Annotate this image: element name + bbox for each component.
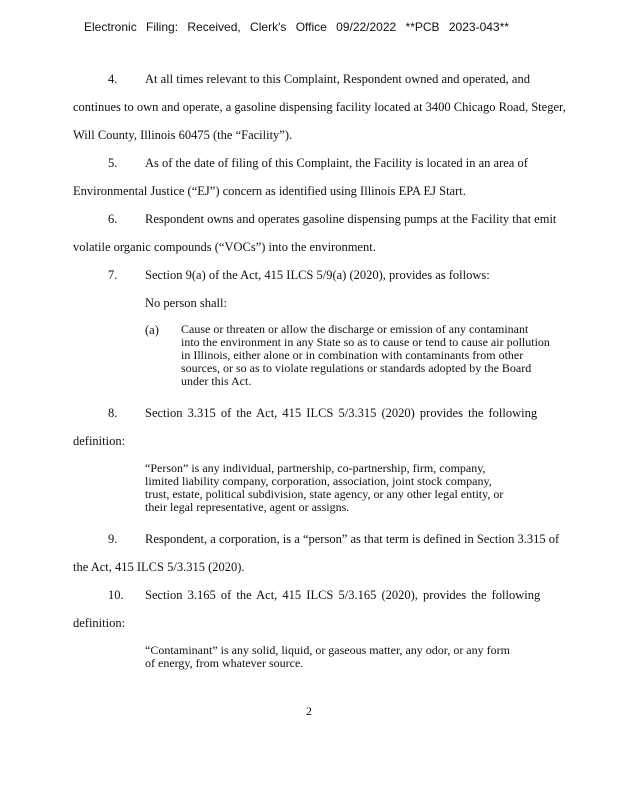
person-definition-quote: “Person” is any individual, partnership, co-partnership, firm, company, limited liability company, corporation, association, joint stock company, trust, estate, political subdivision, state agency, or any other legal entity, or their legal representative, agent or assigns. xyxy=(145,461,504,514)
contaminant-definition-quote: “Contaminant” is any solid, liquid, or gaseous matter, any odor, or any form of energy, from whatever source. xyxy=(145,643,510,670)
paragraph-number: 7. xyxy=(108,268,118,282)
paragraph-6-line-2: volatile organic compounds (“VOCs”) into the environment. xyxy=(73,240,376,254)
paragraph-4-line-3: Will County, Illinois 60475 (the “Facility”). xyxy=(73,128,293,142)
paragraph-7-intro: No person shall: xyxy=(145,296,227,310)
paragraph-10-line-1: Section 3.165 of the Act, 415 ILCS 5/3.165 (2020), provides the following xyxy=(145,588,541,602)
paragraph-5-line-2: Environmental Justice (“EJ”) concern as identified using Illinois EPA EJ Start. xyxy=(73,184,466,198)
paragraph-6-line-1: Respondent owns and operates gasoline dispensing pumps at the Facility that emit xyxy=(145,212,557,226)
page-number: 2 xyxy=(306,704,312,718)
paragraph-number: 8. xyxy=(108,406,118,420)
paragraph-10-line-2: definition: xyxy=(73,616,126,630)
paragraph-4-line-1: At all times relevant to this Complaint, Respondent owned and operated, and xyxy=(145,72,530,86)
filing-stamp-header: Electronic Filing: Received, Clerk's Office 09/22/2022 **PCB 2023-043** xyxy=(84,20,509,34)
paragraph-7-item-text: Cause or threaten or allow the discharge or emission of any contaminant into the environment in any State so as to cause or tend to cause air pollution in Illinois, either alone or in combination with contaminants from other sources, or so as to violate regulations or standards adopted by the Board under this Act. xyxy=(181,322,550,388)
paragraph-9-line-2: the Act, 415 ILCS 5/3.315 (2020). xyxy=(73,560,245,574)
paragraph-4-line-2: continues to own and operate, a gasoline dispensing facility located at 3400 Chicago Road, Steger, xyxy=(73,100,566,114)
paragraph-7-item-label: (a) xyxy=(145,323,159,337)
paragraph-number: 10. xyxy=(108,588,124,602)
paragraph-number: 6. xyxy=(108,212,118,226)
paragraph-7-line-1: Section 9(a) of the Act, 415 ILCS 5/9(a) (2020), provides as follows: xyxy=(145,268,490,282)
paragraph-8-line-2: definition: xyxy=(73,434,126,448)
paragraph-number: 5. xyxy=(108,156,118,170)
paragraph-number: 9. xyxy=(108,532,118,546)
paragraph-9-line-1: Respondent, a corporation, is a “person” as that term is defined in Section 3.315 of xyxy=(145,532,560,546)
paragraph-5-line-1: As of the date of filing of this Complaint, the Facility is located in an area of xyxy=(145,156,528,170)
paragraph-8-line-1: Section 3.315 of the Act, 415 ILCS 5/3.315 (2020) provides the following xyxy=(145,406,538,420)
paragraph-number: 4. xyxy=(108,72,118,86)
